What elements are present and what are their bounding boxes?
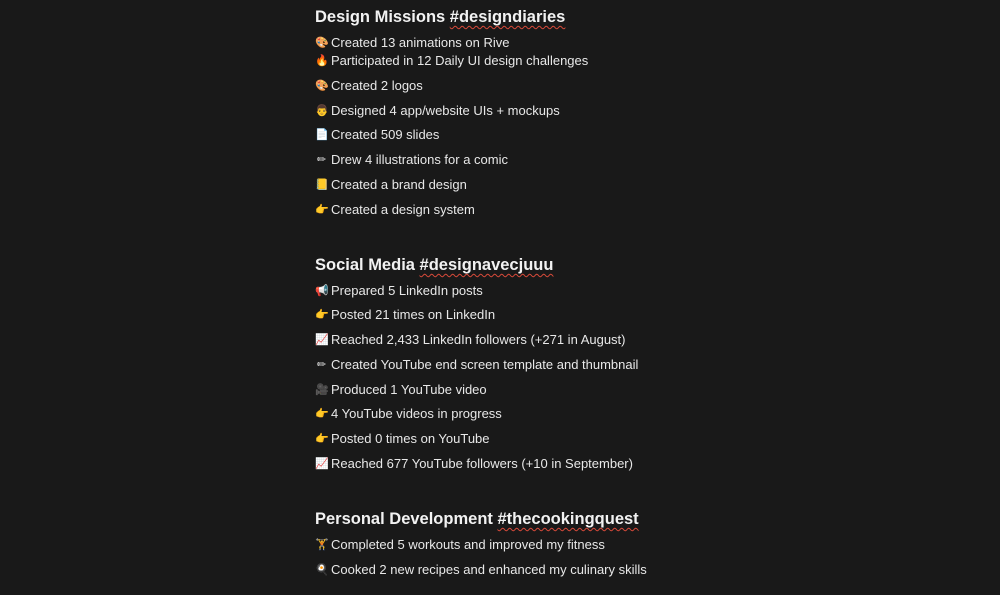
section-design-missions: [315, 6, 875, 217]
page-icon: 📄: [315, 128, 329, 141]
fire-icon: 🔥: [315, 54, 329, 67]
section-social-media: [315, 254, 875, 471]
list-item: [315, 77, 423, 95]
list-item-text: Created 2 logos: [331, 78, 423, 93]
list-item: [315, 331, 626, 349]
section-title: [315, 254, 875, 276]
pointing-hand-icon: 👉: [315, 407, 329, 420]
list-item-text: Created 13 animations on Rive: [331, 35, 510, 50]
list-item-text: Participated in 12 Daily UI design challenges: [331, 53, 589, 68]
list-item: [315, 430, 490, 448]
list-item-text: Drew 4 illustrations for a comic: [331, 152, 508, 167]
list-item: [315, 34, 510, 52]
list-item: [315, 405, 502, 423]
list-item-text: Designed 4 app/website UIs + mockups: [331, 103, 560, 118]
palette-icon: 🎨: [315, 79, 329, 92]
section-title-text: Personal Development: [315, 510, 498, 528]
list-item-text: Created 509 slides: [331, 127, 440, 142]
list-item-text: Reached 2,433 LinkedIn followers (+271 in August): [331, 332, 626, 347]
list-item: [315, 381, 487, 399]
list-item-text: Reached 677 YouTube followers (+10 in September): [331, 456, 633, 471]
list-item: [315, 126, 439, 144]
list-item-text: Completed 5 workouts and improved my fitness: [331, 537, 605, 552]
list-item: [315, 176, 467, 194]
pointing-hand-icon: 👉: [315, 308, 329, 321]
list-item-text: Prepared 5 LinkedIn posts: [331, 283, 483, 298]
list-item-text: Posted 21 times on LinkedIn: [331, 307, 496, 322]
list-item-text: Cooked 2 new recipes and enhanced my culinary skills: [331, 562, 647, 577]
pencil-icon: ✏: [316, 153, 327, 166]
hashtag: #thecookingquest: [497, 510, 639, 528]
section-title-text: Design Missions: [315, 8, 450, 26]
list-item: [315, 52, 588, 70]
list-item-text: Created a design system: [331, 202, 475, 217]
palette-icon: 🎨: [315, 36, 329, 49]
person-icon: 👨: [315, 104, 329, 117]
section-personal-development: [315, 508, 875, 577]
section-title-text: Social Media: [315, 256, 420, 274]
chart-up-icon: 📈: [315, 457, 329, 470]
list-item-text: Created a brand design: [331, 177, 467, 192]
list-item: [315, 536, 605, 554]
chart-up-icon: 📈: [315, 333, 329, 346]
megaphone-icon: 📢: [315, 284, 329, 297]
list-item: [315, 151, 508, 169]
list-item: [315, 356, 638, 374]
section-title: [315, 6, 875, 28]
notebook-icon: 📒: [315, 178, 329, 191]
pointing-hand-icon: 👉: [315, 203, 329, 216]
weightlifter-icon: 🏋: [315, 538, 329, 551]
list-item: [315, 561, 647, 579]
list-item-text: 4 YouTube videos in progress: [331, 406, 502, 421]
hashtag: #designavecjuuu: [419, 256, 554, 274]
list-item-text: Posted 0 times on YouTube: [331, 431, 490, 446]
list-item: [315, 102, 560, 120]
pencil-icon: ✏: [316, 358, 327, 371]
list-item-text: Produced 1 YouTube video: [331, 382, 487, 397]
list-item: [315, 201, 475, 219]
section-title: [315, 508, 875, 530]
hashtag: #designdiaries: [449, 8, 566, 26]
list-item: [315, 282, 483, 300]
list-item-text: Created YouTube end screen template and thumbnail: [331, 357, 639, 372]
list-item: [315, 306, 495, 324]
cooking-icon: 🍳: [315, 563, 329, 576]
video-camera-icon: 🎥: [315, 383, 329, 396]
list-item: [315, 455, 633, 473]
pointing-hand-icon: 👉: [315, 432, 329, 445]
